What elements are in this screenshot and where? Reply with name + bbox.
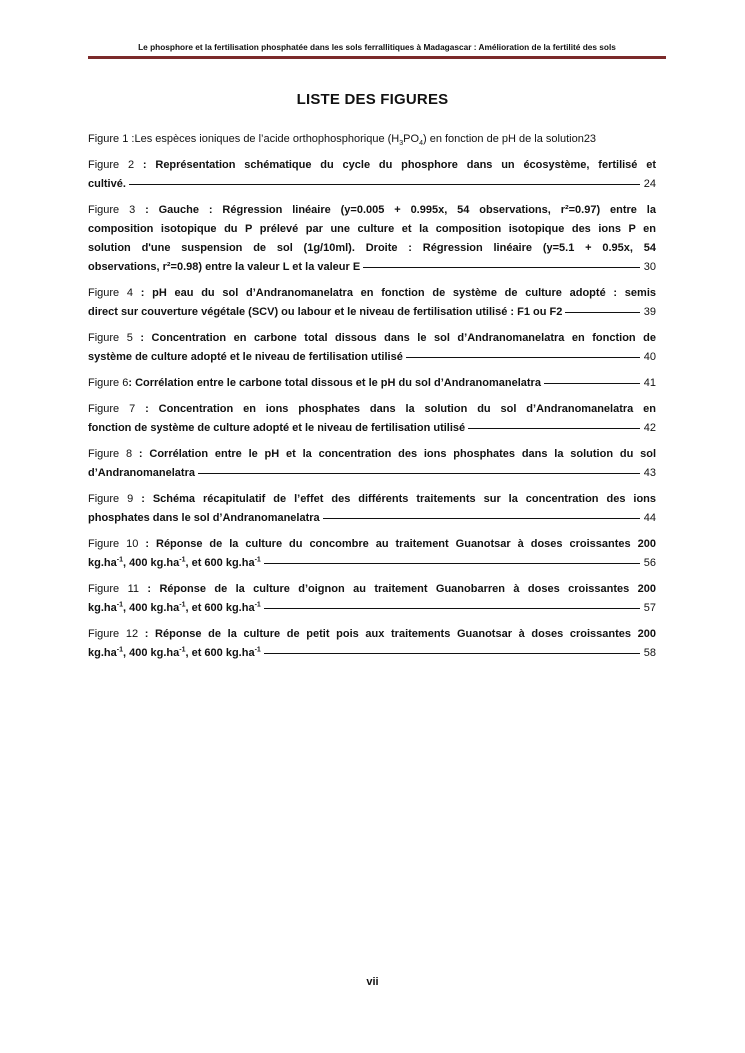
page-number: 23 <box>583 133 597 145</box>
figure-entry-9[interactable] <box>88 490 656 528</box>
figure-caption-line: $kg.ha^{-1}$, 400 $kg.ha^{-1}$, et 600 $kg.ha^{-1}$ <box>88 646 261 659</box>
figure-caption-line: : Concentration en carbone total dissous dans le sol d’Andranomanelatra en fonction de <box>132 332 656 344</box>
figure-entry-4[interactable] <box>88 284 656 322</box>
dot-leader <box>129 184 640 185</box>
figure-caption-line: : Corrélation entre le pH et la concentration des ions phosphates dans la solution du sol <box>132 448 656 460</box>
figure-label: Figure 7 <box>88 403 136 415</box>
page-number: 42 <box>643 422 656 434</box>
dot-leader <box>198 473 640 474</box>
dot-leader <box>406 357 640 358</box>
figure-label: Figure 5 <box>88 332 133 344</box>
dot-leader <box>363 267 640 268</box>
dot-leader <box>264 608 640 609</box>
figure-caption-line: : Réponse de la culture d’oignon au traitement Guanobarren à doses croissantes 200 <box>139 583 657 595</box>
figure-caption-line: $kg.ha^{-1}$, 400 $kg.ha^{-1}$, et 600 $kg.ha^{-1}$ <box>88 556 261 569</box>
figure-caption-line: observations, r²=0.98) entre la valeur L et la valeur E <box>88 261 361 273</box>
figure-caption-line: système de culture adopté et le niveau de fertilisation utilisé <box>88 351 403 363</box>
dot-leader <box>264 653 640 654</box>
header-rule <box>88 56 666 59</box>
figure-entry-5[interactable] <box>88 329 656 367</box>
page-number: 43 <box>643 467 656 479</box>
page-number: 40 <box>643 351 656 363</box>
figure-caption-line: : Réponse de la culture du concombre au traitement Guanotsar à doses croissantes 200 <box>138 538 656 550</box>
figure-list <box>88 130 656 670</box>
figure-entry-11[interactable] <box>88 580 656 618</box>
figure-caption-line: : Concentration en ions phosphates dans la solution du sol d’Andranomanelatra en <box>135 403 656 415</box>
figure-caption: Les espèces ioniques de l’acide orthophosphorique $(H_3PO_4)$ en fonction de pH de la solution <box>134 133 584 148</box>
figure-label: Figure 8 <box>88 448 133 460</box>
dot-leader <box>468 428 640 429</box>
figure-caption-line: $kg.ha^{-1}$, 400 $kg.ha^{-1}$, et 600 $kg.ha^{-1}$ <box>88 601 261 614</box>
figure-caption-line: : Gauche : Régression linéaire (y=0.005 + 0.995x, 54 observations, r²=0.97) entre la <box>135 204 656 216</box>
figure-label: Figure 9 <box>88 493 134 505</box>
page-number: 24 <box>643 178 656 190</box>
dot-leader <box>264 563 640 564</box>
figure-caption-line: direct sur couverture végétale (SCV) ou labour et le niveau de fertilisation utilisé : F1 ou F2 <box>88 306 563 318</box>
figure-entry-12[interactable] <box>88 625 656 663</box>
dot-leader <box>565 312 639 313</box>
figure-label: Figure 10 <box>88 538 139 550</box>
figure-label: Figure 2 <box>88 159 135 171</box>
figure-caption-line: : Réponse de la culture de petit pois aux traitements Guanotsar à doses croissantes 200 <box>138 628 656 640</box>
figure-caption-line: phosphates dans le sol d’Andranomanelatra <box>88 512 320 524</box>
page-number: 56 <box>643 557 656 569</box>
figure-entry-7[interactable] <box>88 400 656 438</box>
page-number-footer: vii <box>366 976 379 988</box>
page-title: LISTE DES FIGURES <box>296 91 449 108</box>
page-number: 44 <box>643 512 656 524</box>
figure-label: Figure 12 <box>88 628 139 640</box>
figure-label: Figure 1 : <box>88 133 135 145</box>
figure-entry-6[interactable] <box>88 374 656 393</box>
figure-caption-line: composition isotopique du P prélevé par une culture et la composition isotopique des ions P en <box>88 223 656 235</box>
dot-leader <box>323 518 640 519</box>
page-number: 30 <box>643 261 656 273</box>
figure-caption-line: d’Andranomanelatra <box>88 467 195 479</box>
page-number: 58 <box>643 647 656 659</box>
figure-caption-line: : Représentation schématique du cycle du phosphore dans un écosystème, fertilisé et <box>134 159 656 171</box>
page-number: 41 <box>643 377 656 389</box>
figure-caption-line: cultivé. <box>88 178 126 190</box>
page-number: 39 <box>643 306 656 318</box>
figure-label: Figure 3 <box>88 204 136 216</box>
figure-entry-10[interactable] <box>88 535 656 573</box>
running-header: Le phosphore et la fertilisation phosphatée dans les sols ferrallitiques à Madagascar : Amélioration de la fertilité des sols <box>138 42 616 52</box>
figure-caption-line: fonction de système de culture adopté et le niveau de fertilisation utilisé <box>88 422 466 434</box>
figure-label: Figure 4 <box>88 287 134 299</box>
figure-caption-line: solution d'une suspension de sol (1g/10ml). Droite : Régression linéaire (y=5.1 + 0.95x, 54 <box>88 242 656 254</box>
figure-label: Figure 11 <box>88 583 140 595</box>
figure-entry-8[interactable] <box>88 445 656 483</box>
dot-leader <box>544 383 640 384</box>
figure-caption-line: : Corrélation entre le carbone total dissous et le pH du sol d’Andranomanelatra <box>128 377 541 389</box>
figure-caption-line: : Schéma récapitulatif de l’effet des différents traitements sur la concentration des ions <box>133 493 657 505</box>
figure-entry-3[interactable] <box>88 201 656 277</box>
page-number: 57 <box>643 602 656 614</box>
figure-caption-line: : pH eau du sol d’Andranomanelatra en fonction de système de culture adopté : semis <box>133 287 656 299</box>
figure-label: Figure 6 <box>88 377 129 389</box>
figure-entry-2[interactable] <box>88 156 656 194</box>
figure-entry-1[interactable] <box>88 130 656 149</box>
